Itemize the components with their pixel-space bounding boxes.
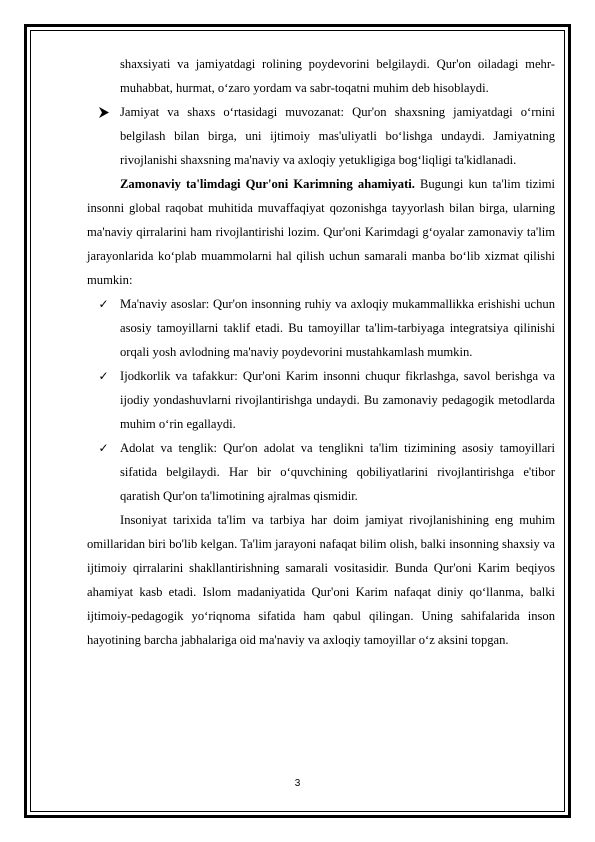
bullet-text-balance: Jamiyat va shaxs o‘rtasidagi muvozanat: Qur'on shaxsning jamiyatdagi o‘rnini belgilash bilan birga, uni ijtimoiy mas'uliyatli bo‘lishga undaydi. Jamiyatning rivojlanishi shaxsning ma'naviy va axloqiy yetukligiga bog‘liqligi ta'kidlanadi.	[120, 105, 555, 167]
paragraph-body: Bugungi kun ta'lim tizimi insonni global raqobat muhitida muvaffaqiyat qozonishga tayyorlash bilan birga, ularning ma'naviy qirralarini ham rivojlantirishi lozim. Qur'oni Karimdagi g‘oyalar zamonaviy ta'lim jarayonlarida ko‘plab muammolarni hal qilish uchun samarali manba bo‘lib xizmat qilishi mumkin:	[87, 177, 556, 287]
page-number: 3	[294, 778, 301, 789]
check-item-justice	[87, 436, 555, 508]
check-text-justice: Adolat va tenglik: Qur'on adolat va tenglikni ta'lim tizimining asosiy tamoyillari sifatida belgilaydi. Har bir o‘quvchining qobiliyatlarini rivojlantirishga e'tibor qaratish Qur'on ta'limotining ajralmas qismidir.	[120, 441, 555, 503]
check-text-creativity: Ijodkorlik va tafakkur: Qur'oni Karim insonni chuqur fikrlashga, savol berishga va ijodiy yondashuvlarni rivojlantirishga undaydi. Bu zamonaviy pedagogik metodlarda muhim o‘rin egallaydi.	[120, 369, 555, 431]
section-heading: Zamonaviy ta'limdagi Qur'oni Karimning ahamiyati.	[120, 177, 415, 191]
check-item-creativity	[87, 364, 555, 436]
checkmark-icon: ✓	[98, 369, 109, 383]
bullet-item-balance	[87, 100, 555, 172]
check-text-spiritual: Ma'naviy asoslar: Qur'on insonning ruhiy va axloqiy mukammallikka erishishi uchun asosiy tamoyillarni taklif etadi. Bu tamoyillar ta'lim-tarbiyaga integratsiya qilinishi orqali yosh avlodning ma'naviy poydevorini mustahkamlash mumkin.	[120, 297, 555, 359]
document-body	[87, 52, 555, 652]
paragraph-history: Insoniyat tarixida ta'lim va tarbiya har doim jamiyat rivojlanishining eng muhim omillaridan biri bo'lib kelgan. Ta'lim jarayoni nafaqat bilim olish, balki insonning shaxsiy va ijtimoiy qirralarini shakllantirishning samarali vositasidir. Bunda Qur'oni Karim beqiyos ahamiyat kasb etadi. Islom madaniyatida Qur'oni Karim nafaqat diniy qo‘llanma, balki ijtimoiy-pedagogik yo‘riqnoma sifatida ham qabul qilingan. Uning sahifalarida inson hayotining barcha jabhalariga oid ma'naviy va axloqiy tamoyillar o‘z aksini topgan.	[87, 513, 555, 647]
arrow-bullet-icon-glyph	[99, 107, 109, 118]
checkmark-icon: ✓	[98, 441, 109, 455]
paragraph-continuation: shaxsiyati va jamiyatdagi rolining poydevorini belgilaydi. Qur'on oiladagi mehr-muhabbat, hurmat, o‘zaro yordam va sabr-toqatni muhim deb hisoblaydi.	[120, 57, 555, 95]
check-item-spiritual	[87, 292, 555, 364]
arrow-bullet-icon	[87, 100, 120, 124]
paragraph-modern-education	[87, 172, 555, 292]
checkmark-icon: ✓	[98, 297, 109, 311]
